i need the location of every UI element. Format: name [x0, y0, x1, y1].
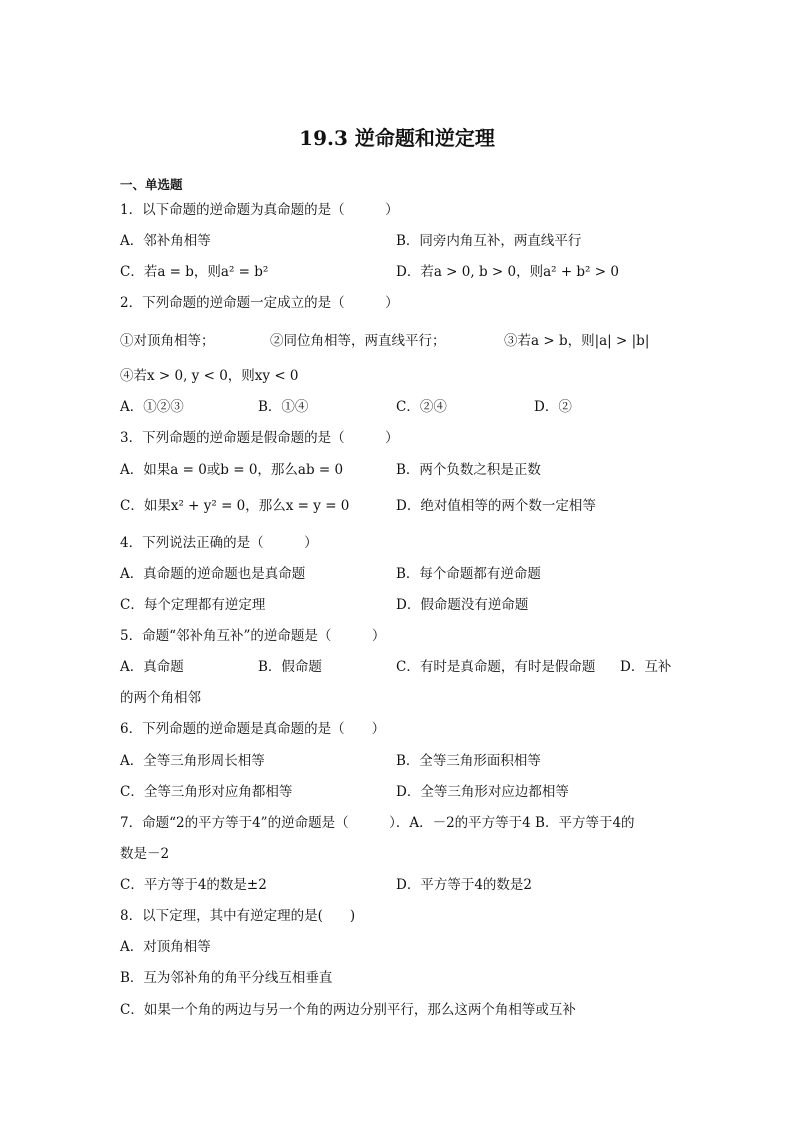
- q5-option-a: A．真命题: [120, 659, 184, 675]
- q2-item-3: ③若a > b，则|a| > |b|: [504, 333, 650, 349]
- q5-option-b: B．假命题: [258, 659, 322, 675]
- question-6: 6．下列命题的逆命题是真命题的是（ ）: [120, 721, 386, 737]
- q3-option-a: A．如果a = 0或b = 0，那么ab = 0: [120, 462, 344, 478]
- q3-option-b: B．两个负数之积是正数: [396, 462, 541, 478]
- q4-option-a: A．真命题的逆命题也是真命题: [120, 566, 306, 582]
- question-7: 7．命题“2的平方等于4”的逆命题是（ ）．A．－2的平方等于4 B．平方等于4的: [120, 815, 635, 831]
- question-5: 5．命题“邻补角互补”的逆命题是（ ）: [120, 628, 386, 644]
- q2-option-b: B．①④: [258, 399, 309, 415]
- q2-option-a: A．①②③: [120, 399, 184, 415]
- q2-option-c: C．②④: [396, 399, 447, 415]
- question-4: 4．下列说法正确的是（ ）: [120, 535, 318, 551]
- page-title: 19.3 逆命题和逆定理: [299, 126, 495, 150]
- q2-item-1: ①对顶角相等；: [120, 333, 215, 349]
- q4-option-d: D．假命题没有逆命题: [396, 597, 529, 613]
- q7-cont: 数是－2: [120, 846, 170, 862]
- q6-option-c: C．全等三角形对应角都相等: [120, 784, 293, 800]
- q2-item-2: ②同位角相等，两直线平行；: [270, 333, 446, 349]
- question-3: 3．下列命题的逆命题是假命题的是（ ）: [120, 430, 399, 446]
- q4-option-b: B．每个命题都有逆命题: [396, 566, 541, 582]
- q8-option-a: A．对顶角相等: [120, 939, 211, 955]
- q7-option-c: C．平方等于4的数是±2: [120, 877, 267, 893]
- q8-option-b: B．互为邻补角的角平分线互相垂直: [120, 970, 333, 986]
- q5-option-c: C．有时是真命题，有时是假命题: [396, 659, 596, 675]
- question-1: 1．以下命题的逆命题为真命题的是（ ）: [120, 202, 399, 218]
- q3-option-c: C．如果x² + y² = 0，那么x = y = 0: [120, 498, 350, 514]
- q6-option-d: D．全等三角形对应边都相等: [396, 784, 569, 800]
- q5-option-d-cont: 的两个角相邻: [120, 690, 201, 706]
- q6-option-a: A．全等三角形周长相等: [120, 753, 265, 769]
- q1-option-d: D．若a > 0, b > 0，则a² + b² > 0: [396, 264, 619, 280]
- question-2: 2．下列命题的逆命题一定成立的是（ ）: [120, 295, 399, 311]
- q2-item-4: ④若x > 0, y < 0，则xy < 0: [120, 368, 299, 384]
- q3-option-d: D．绝对值相等的两个数一定相等: [396, 498, 596, 514]
- question-8: 8．以下定理，其中有逆定理的是( ): [120, 908, 356, 924]
- q1-option-b: B．同旁内角互补，两直线平行: [396, 233, 582, 249]
- q1-option-a: A．邻补角相等: [120, 233, 211, 249]
- q6-option-b: B．全等三角形面积相等: [396, 753, 541, 769]
- q2-option-d: D．②: [534, 399, 572, 415]
- q5-option-d: D．互补: [620, 659, 672, 675]
- q8-option-c: C．如果一个角的两边与另一个角的两边分别平行，那么这两个角相等或互补: [120, 1002, 576, 1018]
- q1-option-c: C．若a = b，则a² = b²: [120, 264, 269, 280]
- q7-option-d: D．平方等于4的数是2: [396, 877, 533, 893]
- q4-option-c: C．每个定理都有逆定理: [120, 597, 266, 613]
- section-heading: 一、单选题: [120, 177, 183, 192]
